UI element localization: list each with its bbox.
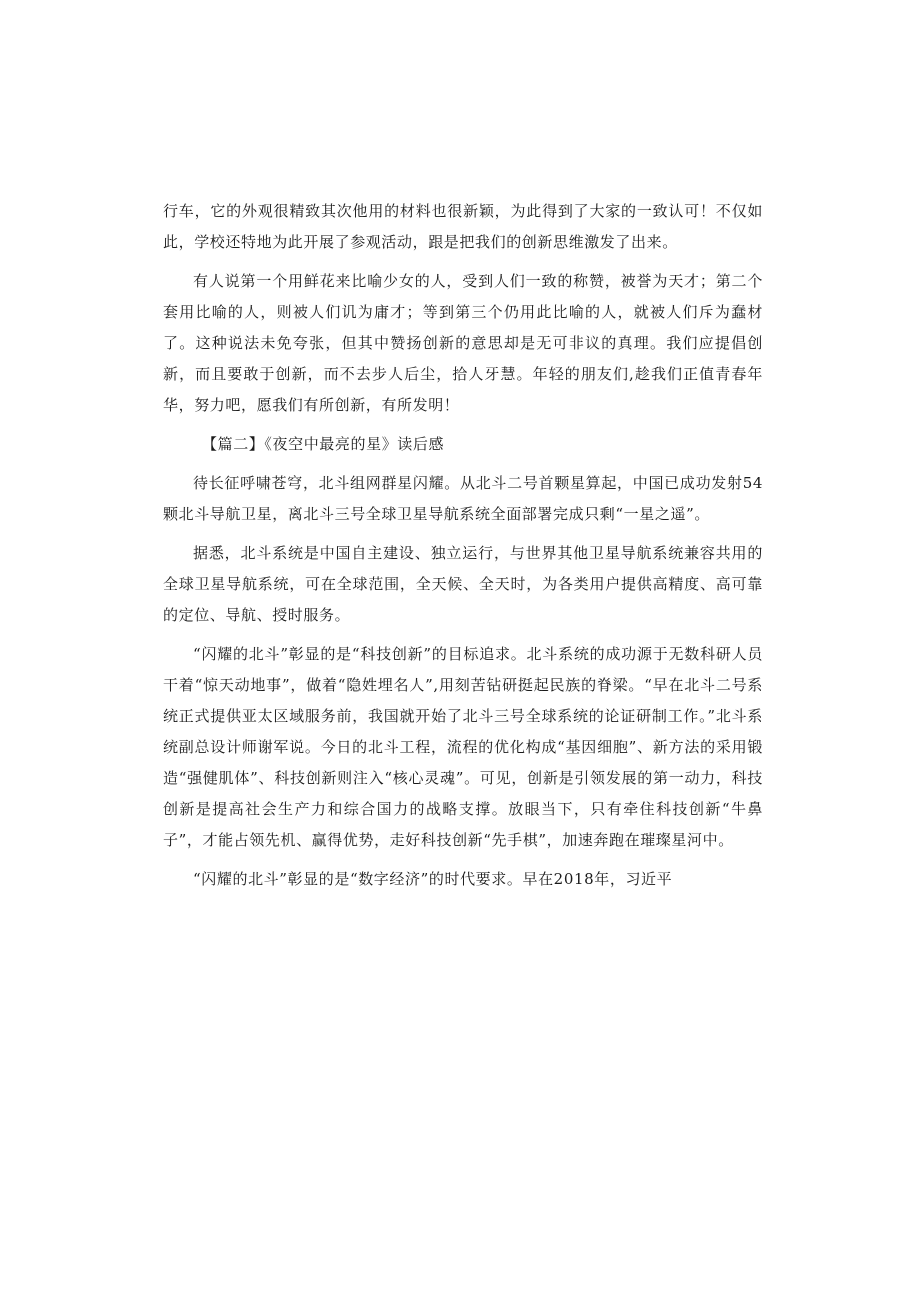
paragraph-beidou-system: 据悉，北斗系统是中国自主建设、独立运行，与世界其他卫星导航系统兼容共用的全球卫星导航系统，可在全球范围，全天候、全天时，为各类用户提供高精度、高可靠的定位、导航、授时服务。 <box>163 544 763 624</box>
section-heading-part-two: 【篇二】《夜空中最亮的星》读后感 <box>202 435 445 453</box>
paragraph-tech-innovation: “闪耀的北斗”彰显的是“科技创新”的目标追求。北斗系统的成功源于无数科研人员干着“惊天动地事”，做着“隐姓埋名人”,用刻苦钻研挺起民族的脊梁。“早在北斗二号系统正式提供亚太区域服务前，我国就开始了北斗三号全球系统的论证研制工作。”北斗系统副总设计师谢军说。今日的北斗工程，流程的优化构成“基因细胞”、新方法的采用锻造“强健肌体”、科技创新则注入“核心灵魂”。可见，创新是引领发展的第一动力，科技创新是提高社会生产力和综合国力的战略支撑。放眼当下，只有牵住科技创新“牛鼻子”，才能占领先机、赢得优势，走好科技创新“先手棋”，加速奔跑在璀璨星河中。 <box>163 645 763 849</box>
paragraph-continuation: 行车，它的外观很精致其次他用的材料也很新颖，为此得到了大家的一致认可！不仅如此，学校还特地为此开展了参观活动，跟是把我们的创新思维激发了出来。 <box>163 202 763 251</box>
paragraph-beidou-launch: 待长征呼啸苍穹，北斗组网群星闪耀。从北斗二号首颗星算起，中国已成功发射54颗北斗导航卫星，离北斗三号全球卫星导航系统全面部署完成只剩“一星之遥”。 <box>163 474 763 523</box>
paragraph-digital-economy: “闪耀的北斗”彰显的是“数字经济”的时代要求。早在2018年，习近平 <box>193 870 673 888</box>
document-body <box>163 196 763 903</box>
paragraph-creativity-essay: 有人说第一个用鲜花来比喻少女的人，受到人们一致的称赞，被誉为天才；第二个套用比喻的人，则被人们讥为庸才；等到第三个仍用此比喻的人，就被人们斥为蠢材了。这种说法未免夸张，但其中赞扬创新的意思却是无可非议的真理。我们应提倡创新，而且要敢于创新，而不去步人后尘，拾人牙慧。年轻的朋友们,趁我们正值青春年华，努力吧，愿我们有所创新，有所发明！ <box>163 272 763 414</box>
